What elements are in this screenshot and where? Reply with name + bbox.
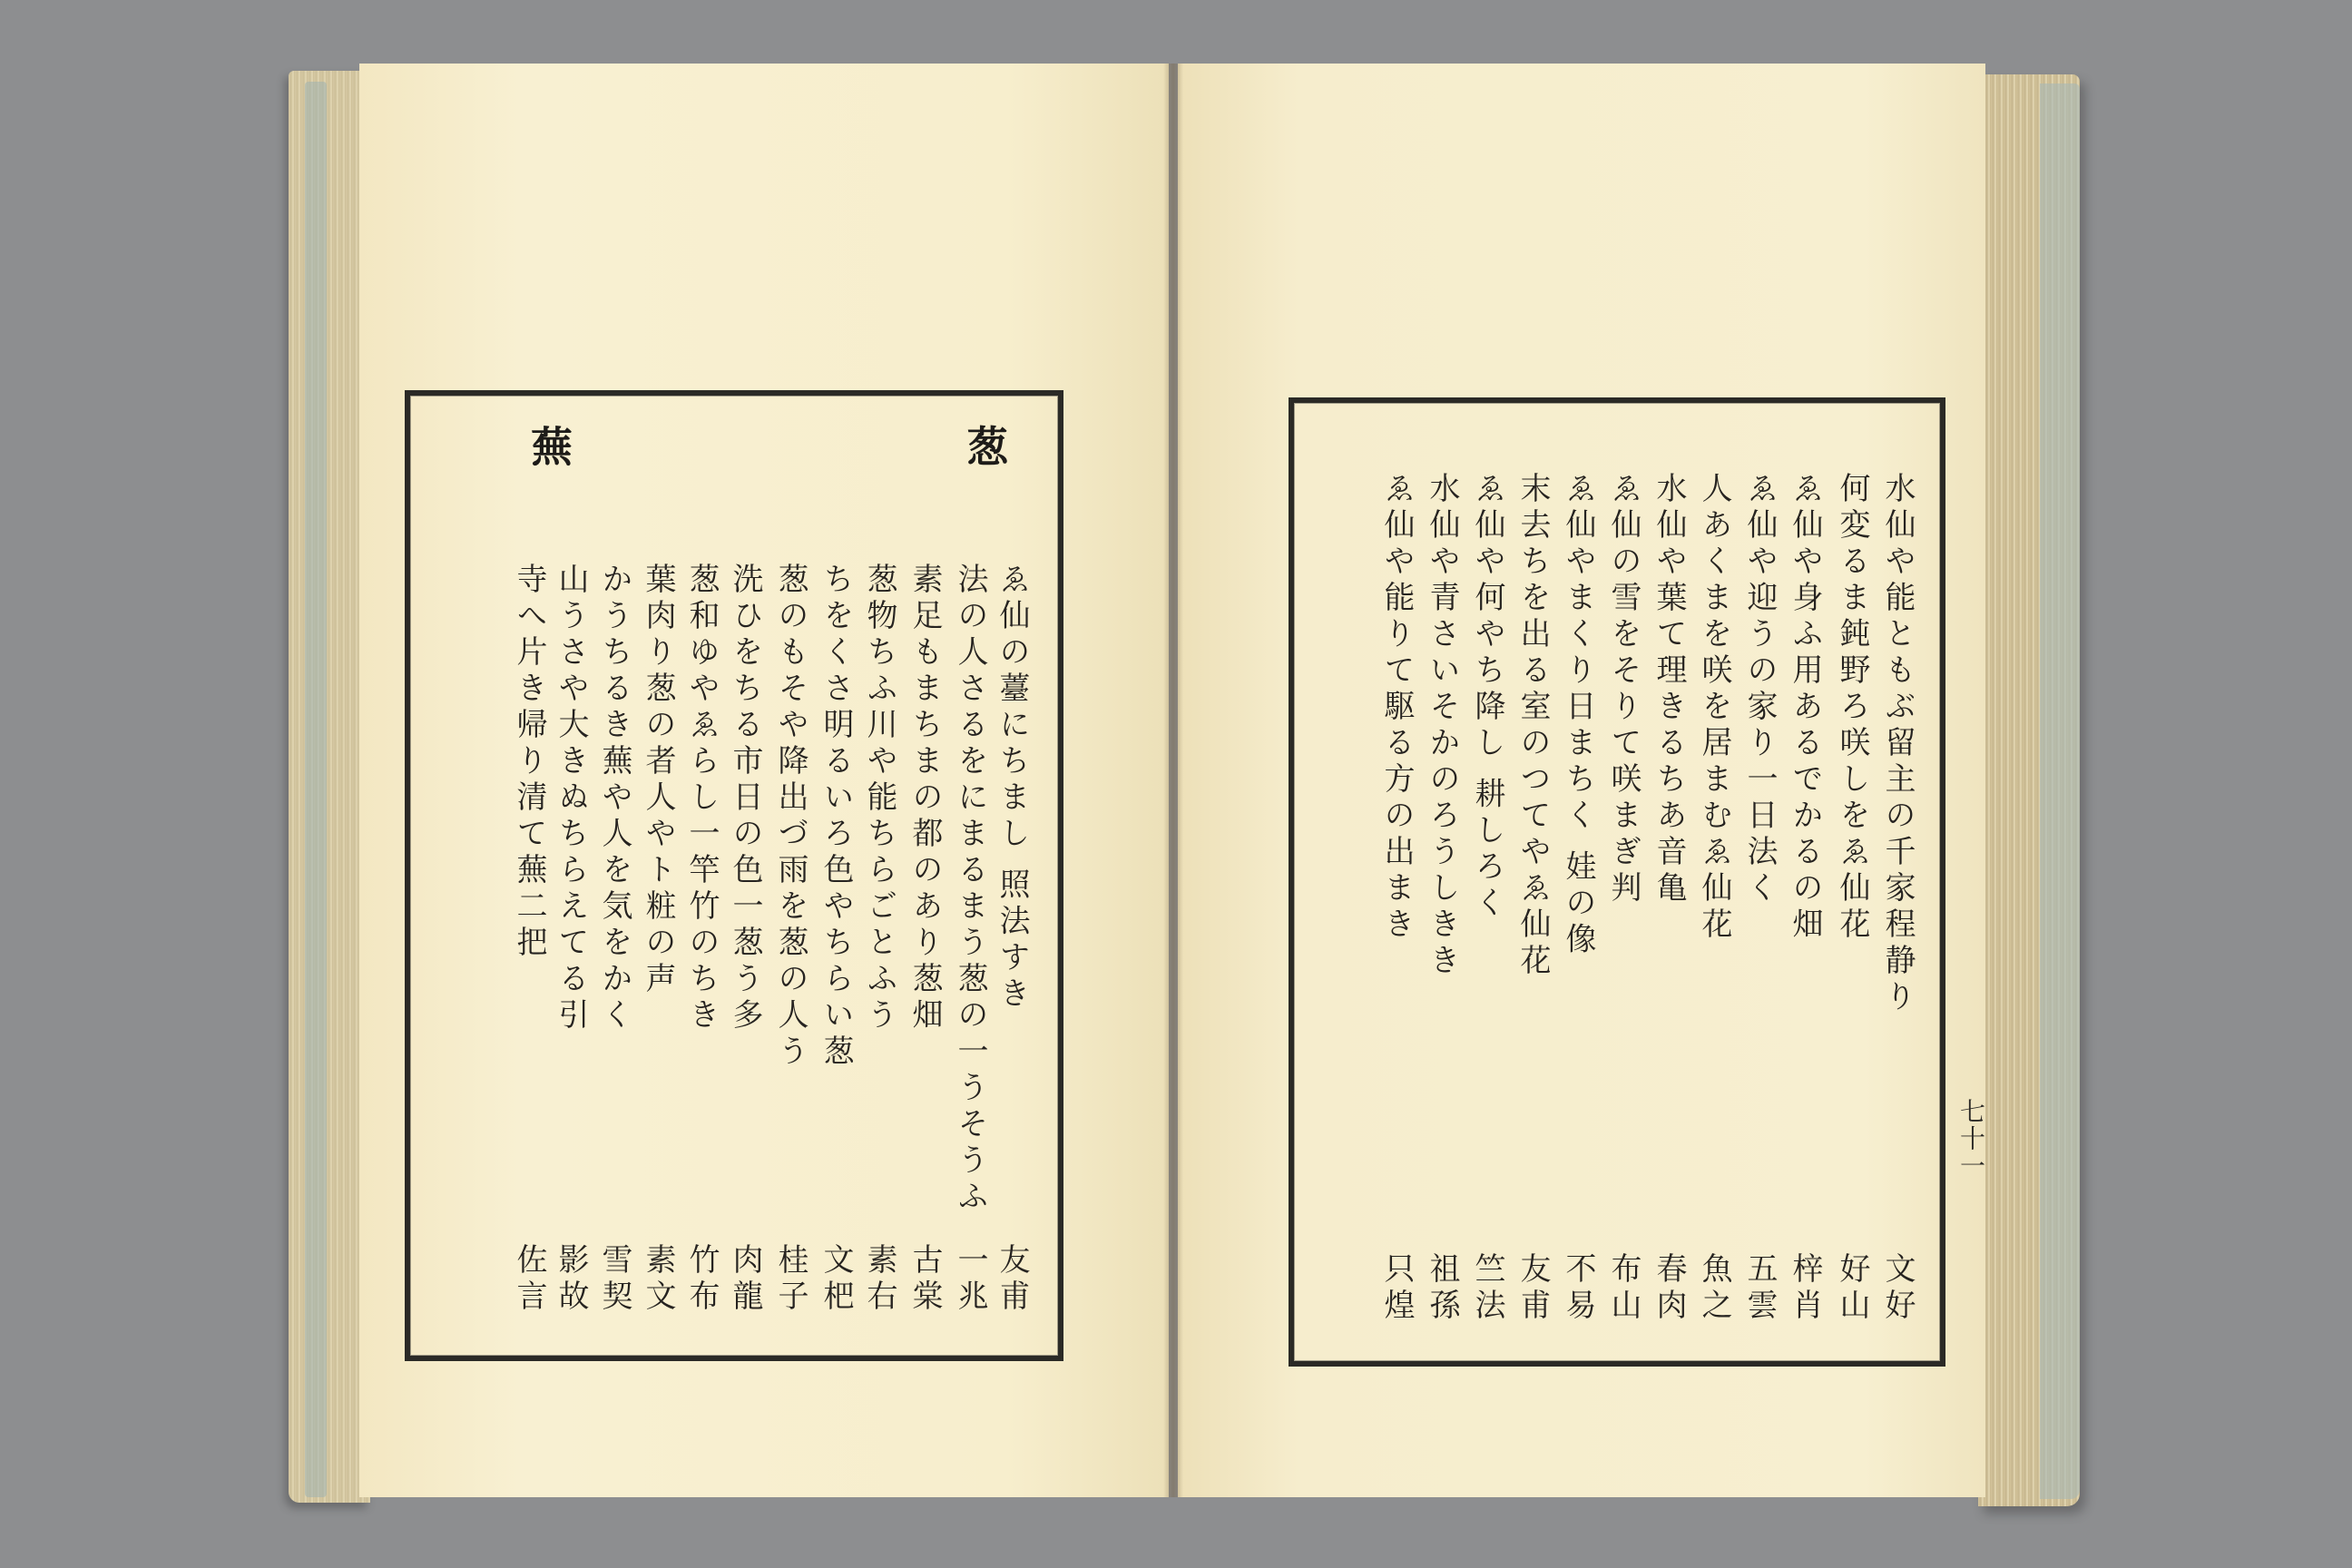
left-cover-edge [305, 82, 327, 1497]
left-author-11: 影故 [553, 1243, 589, 1316]
right-poem-4: ゑ仙や迎うの家り一日法く [1741, 472, 1778, 907]
right-poem-6: 水仙や葉て理きるちあ音亀 [1651, 472, 1687, 907]
heading-kabura: 蕪 [524, 425, 573, 466]
right-author-4: 五雲 [1741, 1252, 1778, 1325]
left-author-4: 素右 [861, 1243, 897, 1316]
right-author-12: 只煌 [1378, 1252, 1415, 1325]
right-poem-10: ゑ仙や何やち降し 耕しろく [1469, 472, 1505, 923]
left-author-8: 竹布 [683, 1243, 720, 1316]
right-author-6: 春肉 [1651, 1252, 1687, 1325]
left-poem-10: かうちるき蕪や人を気をかく [596, 563, 632, 1034]
right-author-5: 魚之 [1696, 1252, 1732, 1325]
left-page-edges [289, 71, 370, 1503]
right-poem-12: ゑ仙や能りて駆る方の出まき [1378, 472, 1415, 944]
right-cover-edge [2040, 83, 2080, 1499]
left-author-6: 桂子 [772, 1243, 808, 1316]
left-poem-11: 山うさや大きぬちらえてる引 [553, 563, 589, 1034]
left-author-7: 肉龍 [727, 1243, 763, 1316]
page-number: 七十一 [1956, 1098, 1986, 1180]
left-poem-3: 素足もまちまの都のあり葱畑 [906, 563, 943, 1034]
left-poem-9: 葉肉り葱の者人やト粧の声 [640, 563, 676, 998]
left-author-5: 文杷 [818, 1243, 854, 1316]
left-poem-12: 寺へ片き帰り清て蕪二把 [511, 563, 547, 962]
right-poem-3: ゑ仙や身ふ用あるでかるの畑 [1787, 472, 1823, 944]
right-poem-5: 人あくまを咲を居まむゑ仙花 [1696, 472, 1732, 944]
right-author-9: 友甫 [1514, 1252, 1551, 1325]
heading-negi: 葱 [960, 425, 1009, 466]
right-author-7: 布山 [1605, 1252, 1642, 1325]
right-author-2: 好山 [1834, 1252, 1870, 1325]
book-gutter [1163, 64, 1183, 1497]
right-author-3: 梓肖 [1787, 1252, 1823, 1325]
left-poem-2: 法の人さるをにまるまう葱の一うそうふ [952, 563, 988, 1216]
left-author-2: 一兆 [952, 1243, 988, 1316]
right-poem-2: 何変るま鈍野ろ咲しをゑ仙花 [1834, 472, 1870, 944]
right-poem-8: ゑ仙やまくり日まちく 娃の像 [1560, 472, 1596, 959]
left-poem-1: ゑ仙の薹にちまし 照法すき [994, 563, 1030, 1014]
left-author-9: 素文 [640, 1243, 676, 1316]
right-poem-7: ゑ仙の雪をそりて咲まぎ判 [1605, 472, 1642, 907]
left-poem-5: ちをくさ明るいろ色やちらい葱 [818, 563, 854, 1071]
left-poem-6: 葱のもそや降出づ雨を葱の人う [772, 563, 808, 1071]
left-poem-4: 葱物ちふ川や能ちらごとふう [861, 563, 897, 1034]
left-author-10: 雪契 [596, 1243, 632, 1316]
right-author-1: 文好 [1879, 1252, 1916, 1325]
right-poem-9: 末去ちを出る室のつてやゑ仙花 [1514, 472, 1551, 980]
right-poem-11: 水仙や青さいそかのろうしきき [1424, 472, 1460, 980]
left-author-3: 古棠 [906, 1243, 943, 1316]
right-author-11: 祖孫 [1424, 1252, 1460, 1325]
left-poem-8: 葱和ゆやゑらし一竿竹のちき [683, 563, 720, 1034]
right-author-10: 竺法 [1469, 1252, 1505, 1325]
right-author-8: 不易 [1560, 1252, 1596, 1325]
left-poem-7: 洗ひをちる市日の色一葱う多 [727, 563, 763, 1034]
left-author-1: 友甫 [994, 1243, 1030, 1316]
right-poem-1: 水仙や能ともぶ留主の千家程静り [1879, 472, 1916, 1016]
left-author-12: 佐言 [511, 1243, 547, 1316]
